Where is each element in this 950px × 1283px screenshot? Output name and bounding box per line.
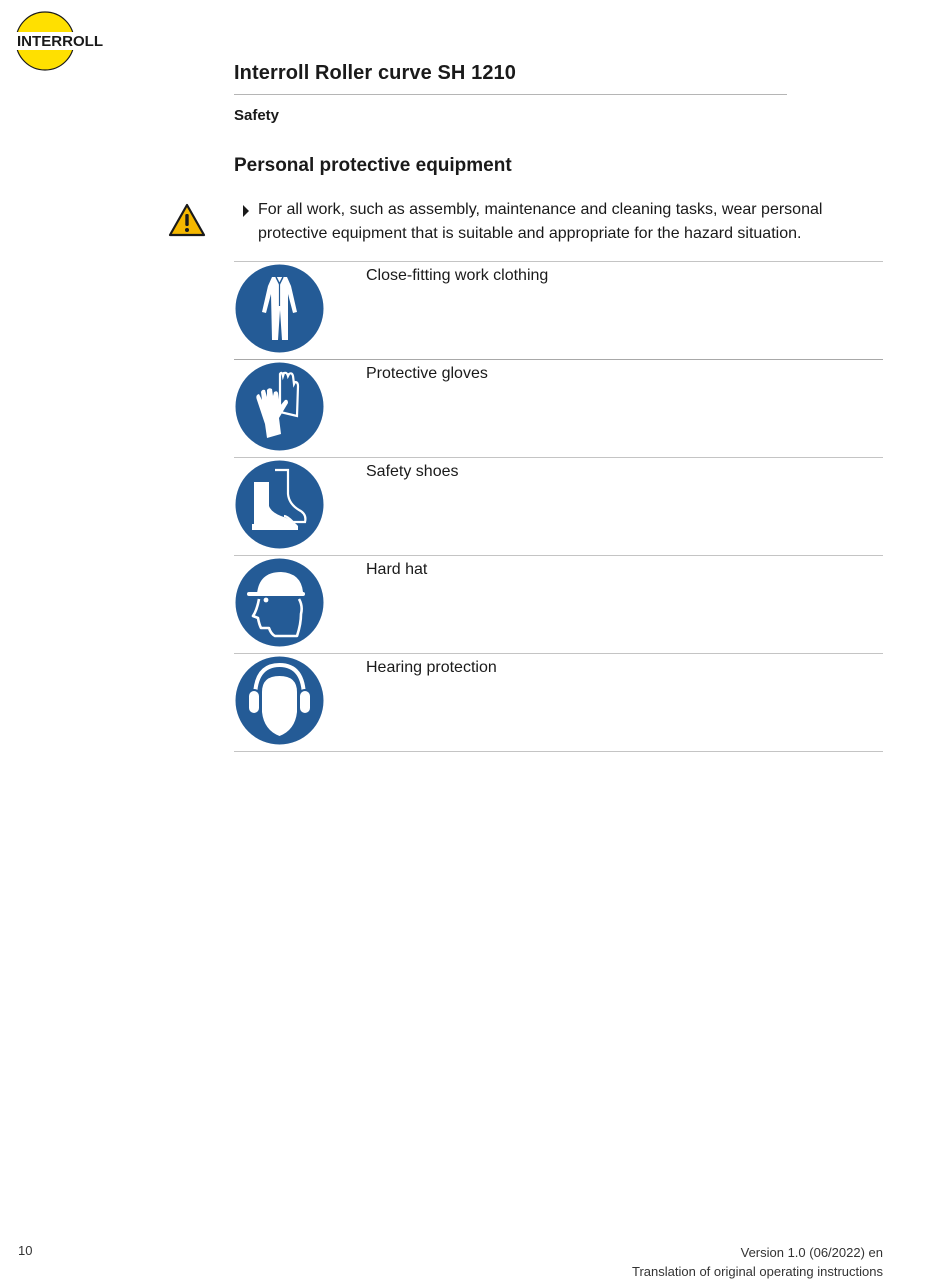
translation-note: Translation of original operating instructions xyxy=(632,1264,883,1279)
hearing-protection-icon xyxy=(235,656,324,745)
ppe-row xyxy=(234,555,883,653)
ppe-row xyxy=(234,359,883,457)
bullet-arrow-icon xyxy=(242,204,250,216)
ppe-label: Protective gloves xyxy=(366,365,488,382)
ppe-row xyxy=(234,261,883,359)
ppe-label: Hard hat xyxy=(366,561,428,578)
version-text: Version 1.0 (06/2022) en xyxy=(740,1245,883,1260)
ppe-table xyxy=(234,261,883,752)
ppe-label: Close-fitting work clothing xyxy=(366,267,549,284)
gloves-icon xyxy=(235,362,324,451)
ppe-label: Hearing protection xyxy=(366,659,497,676)
document-title: Interroll Roller curve SH 1210 xyxy=(234,62,517,84)
title-divider xyxy=(234,94,787,95)
section-label: Safety xyxy=(234,107,280,124)
ppe-label: Safety shoes xyxy=(366,463,459,480)
ppe-row xyxy=(234,457,883,555)
hard-hat-icon xyxy=(235,558,324,647)
warning-icon xyxy=(168,203,206,237)
safety-shoes-icon xyxy=(235,460,324,549)
page-heading: Personal protective equipment xyxy=(234,155,512,176)
interroll-logo xyxy=(14,10,110,74)
logo-text: INTERROLL xyxy=(17,34,104,50)
ppe-instruction: For all work, such as assembly, maintenance and cleaning tasks, wear personal protective equipment that is suitable and appropriate for the hazard situation. xyxy=(258,201,823,242)
ppe-row xyxy=(234,653,883,752)
work-clothing-icon xyxy=(235,264,324,353)
footer-info xyxy=(632,1243,883,1281)
page-number: 10 xyxy=(18,1243,33,1258)
